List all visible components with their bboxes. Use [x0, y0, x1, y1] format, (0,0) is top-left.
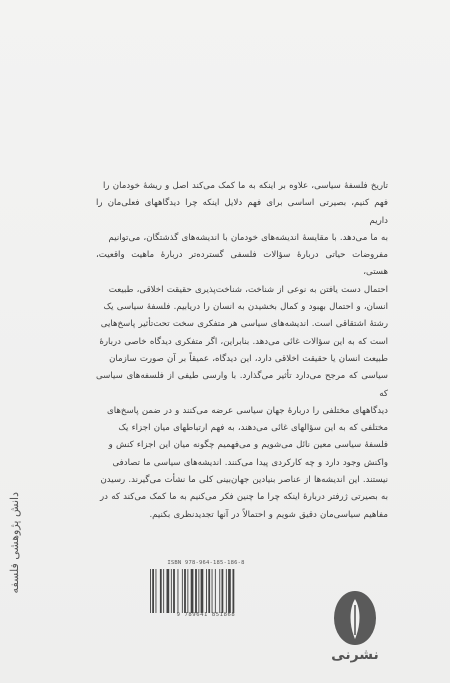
isbn-barcode — [146, 560, 266, 622]
blurb-line: فهم کنیم، بصیرتی اساسی برای فهم دلایل اینکه چرا دیدگاههای فعلی‌مان را داریم — [96, 198, 388, 226]
blurb-line: تاریخ فلسفهٔ سیاسی، علاوه بر اینکه به ما کمک می‌کند اصل و ریشهٔ خودمان را — [103, 181, 388, 191]
blurb-line: فلسفهٔ سیاسی معین نائل می‌شویم و می‌فهمیم چگونه میان این اجزاء کنش و — [108, 440, 388, 451]
reed-pen-icon — [332, 589, 378, 647]
blurb-line: مفروضات حیاتی دربارهٔ سؤالات فلسفی گسترده‌تر دربارهٔ ماهیت واقعیت، هستی، — [96, 250, 388, 278]
blurb-line: دیدگاههای مختلفی را دربارهٔ جهان سیاسی عرضه می‌کنند و در ضمن پاسخ‌های — [107, 405, 388, 416]
blurb-line: به بصیرتی ژرفتر دربارهٔ اینکه چرا ما چنین فکر می‌کنیم به ما کمک می‌کند که در — [100, 492, 388, 503]
blurb-line: است که به این سؤالات غائی می‌دهد. بنابراین، اگر متفکری دیدگاه خاصی دربارهٔ — [99, 336, 388, 347]
barcode-bars — [150, 569, 262, 613]
publisher-name: نشرنی — [331, 647, 379, 663]
isbn-digits: 9 789641 851868 — [176, 612, 236, 618]
blurb-line: سیاسی که مرجح می‌دارد تأثیر می‌گذارد. با وارسی طیفی از فلسفه‌های سیاسی که — [96, 371, 388, 399]
blurb-line: نیستند. این اندیشه‌ها از عناصر بنیادین جهان‌بینی کلی ما نشأت می‌گیرند. رسیدن — [100, 475, 388, 486]
back-cover-blurb — [96, 178, 388, 524]
blurb-line: مختلفی که به این سؤالهای غائی می‌دهند، به فهم ارتباطهای میان اجزاء یک — [118, 423, 388, 434]
blurb-line: طبیعت انسان یا حقیقت اخلاقی دارد، این دیدگاه، عمیقاً بر آن صورت سازمان — [109, 353, 388, 364]
isbn-label: ISBN 978-964-185-186-8 — [167, 560, 245, 566]
blurb-line: واکنش وجود دارد و چه کارکردی پیدا می‌کنند. اندیشه‌های سیاسی ما تصادفی — [112, 457, 388, 468]
vertical-series-note: دانش پژوهشی فلسفه — [8, 492, 21, 594]
blurb-line: مفاهیم سیاسی‌مان دقیق شویم و احتمالاً در آنها تجدیدنظری بکنیم. — [149, 509, 388, 520]
blurb-line: احتمال دست یافتن به نوعی از شناخت، شناخت‌پذیری حقیقت اخلاقی، طبیعت — [108, 284, 388, 295]
blurb-line: به ما می‌دهد. با مقایسهٔ اندیشه‌های خودمان با اندیشه‌های گذشتگان، می‌توانیم — [108, 232, 388, 243]
publisher-logo — [326, 589, 384, 677]
blurb-line: رشتهٔ اشتقاقی است. اندیشه‌های سیاسی هر متفکری سخت تحت‌تأثیر پاسخ‌هایی — [100, 319, 388, 330]
blurb-line: انسان، و احتمال بهبود و کمال بخشیدن به انسان را دریابیم. فلسفهٔ سیاسی یک — [103, 302, 388, 313]
